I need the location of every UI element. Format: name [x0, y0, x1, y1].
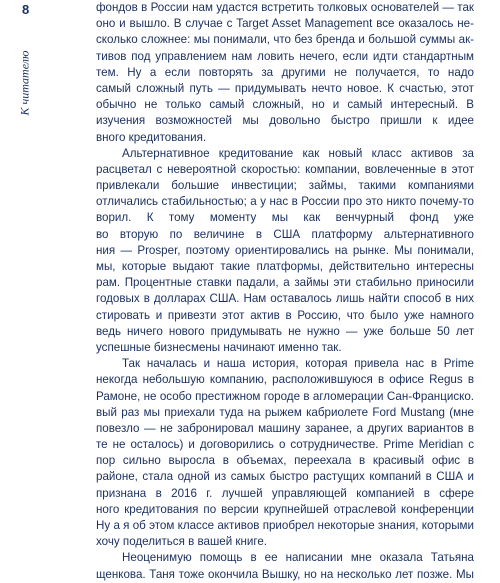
text-line: тем. Ну а если повторять за другими не получается, то надо	[96, 65, 474, 79]
text-line: Неоценимую помощь в ее написании мне оказала Татьяна	[122, 551, 474, 565]
text-line: отличались стабильностью; а у нас в России про это никто почему-то	[96, 195, 474, 209]
text-line: стировать и привезти этот актив в Россию, что было уже намного	[96, 308, 474, 322]
text-line: вый раз мы приехали туда на рыжем кабриолете Ford Mustang (мне	[96, 405, 474, 419]
text-line: тивов под управлением нам ловить нечего, если идти стандартным	[96, 49, 474, 63]
text-line: ного кредитования по версии крупнейшей отраслевой конференции	[96, 502, 474, 516]
text-line: вного кредитования.	[96, 130, 207, 144]
running-head	[14, 28, 36, 138]
text-line: мы, которые выдают такие платформы, действительно интересны	[96, 260, 474, 273]
text-line: хочу поделиться в вашей книге.	[96, 535, 268, 549]
paragraph	[96, 356, 474, 550]
text-line: оно и вышло. В случае с Target Asset Management все оказалось не-	[96, 17, 474, 31]
text-line: Так началась и наша история, которая привела нас в Prime	[122, 357, 474, 371]
text-line: некогда небольшую компанию, расположившуюся в офисе Regus в	[96, 373, 474, 387]
page-number: 8	[22, 2, 30, 17]
text-line: самый сложный путь — придумывать нечто новое. К счастью, этот	[96, 81, 474, 95]
text-line: привлекали большие инвестиции; займы, такими компаниями	[96, 179, 474, 193]
text-line: изучения возможностей мы довольно быстро пришли к идее	[96, 114, 474, 128]
text-line: расцветал с невероятной скоростью: компании, вовлеченные в этот	[96, 162, 474, 176]
text-line: пор сильно выросла в объемах, переехала в красивый офис в	[96, 454, 474, 468]
text-line: те не осталось) и договорились о сотрудничестве. Prime Meridian с	[96, 438, 474, 452]
text-line: Ну а я об этом классе активов приобрел некоторые знания, которыми	[96, 519, 474, 532]
text-line: признана в 2016 г. лучшей управляющей компанией в сфере	[96, 486, 474, 500]
text-line: обычно не только самый сложный, но и самый интересный. В	[96, 98, 474, 112]
text-line: во вторую по величине в США платформу альтернативного	[96, 227, 474, 241]
running-head-text: К читателю	[17, 50, 32, 116]
paragraph	[96, 550, 474, 582]
text-line: годовых в долларах США. Нам оставалось лишь найти способ в них	[96, 292, 474, 306]
text-line: ния — Prosper, поэтому ориентировались на рынке. Мы понимали,	[96, 243, 474, 257]
text-line: ворил. К тому моменту мы как венчурный фонд уже	[96, 211, 474, 225]
text-line: щенкова. Таня тоже окончила Вышку, но на несколько лет позже. Мы	[96, 567, 474, 581]
text-line: районе, стала одной из самых быстро растущих компаний в США и	[96, 470, 474, 484]
text-line: успешные бизнесмены начинают именно так.	[96, 340, 342, 354]
text-line: повезло — не забронировал машину заранее, а других вариантов в	[96, 421, 474, 435]
text-line: ведь ничего нового придумывать не нужно — уже больше 50 лет	[96, 324, 474, 338]
text-line: Альтернативное кредитование как новый класс активов за	[122, 146, 474, 160]
paragraph	[96, 146, 474, 356]
text-line: фондов в России нам удастся встретить толковых основателей — так	[96, 1, 474, 14]
text-line: рам. Процентные ставки падали, а займы эти стабильно приносили	[96, 276, 474, 290]
text-line: Рамоне, не особо престижном городе в агломерации Сан-Франциско.	[96, 389, 474, 403]
text-line: сколько сложнее: мы понимали, что без бренда и большой суммы ак-	[96, 33, 474, 47]
paragraph	[96, 0, 474, 146]
body-text	[96, 0, 474, 583]
